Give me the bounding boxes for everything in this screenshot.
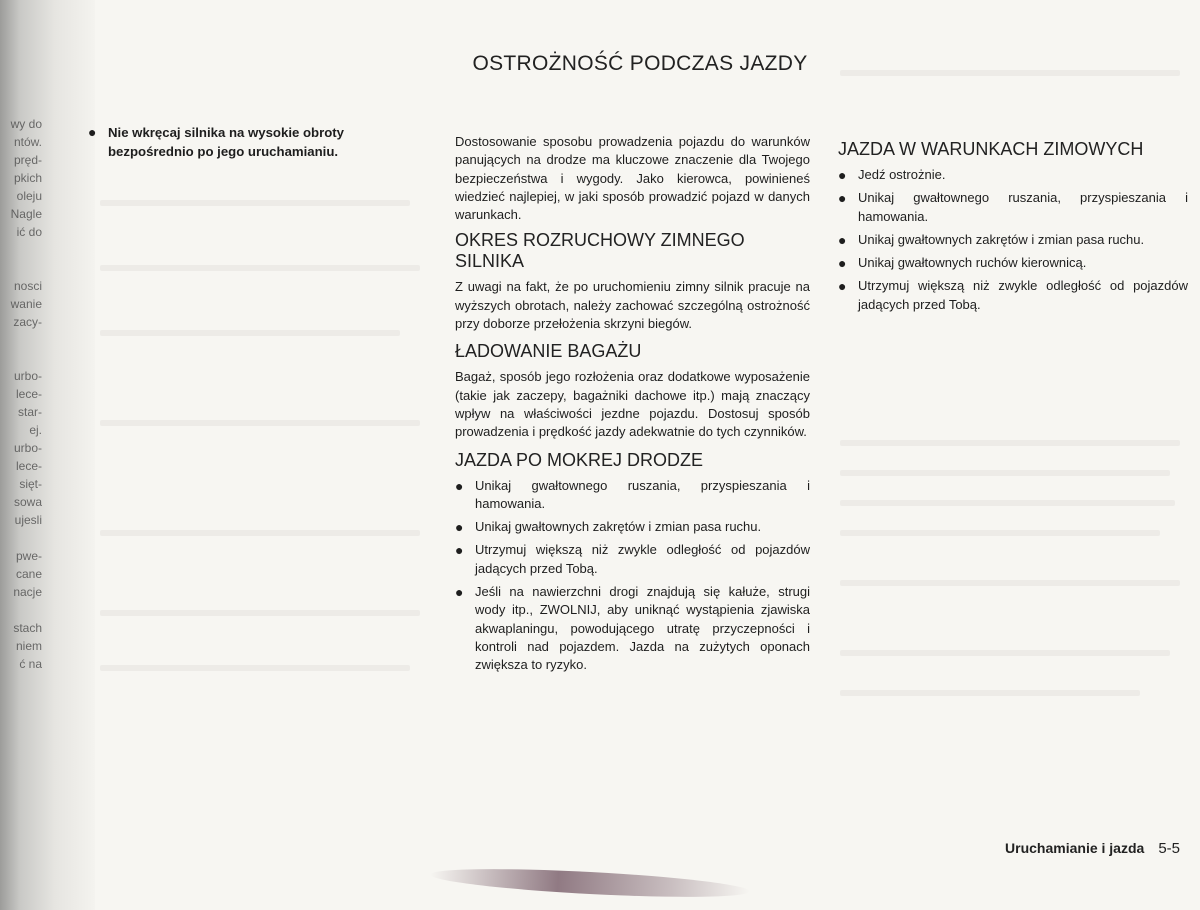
section-heading-loading: ŁADOWANIE BAGAŻU (455, 341, 642, 362)
show-through-line (100, 420, 420, 426)
bleed-line: lece- (15, 459, 42, 473)
bleed-line: stach (13, 621, 42, 635)
bleed-line (0, 241, 42, 259)
bleed-line: sięt- (19, 477, 42, 491)
bleed-line: oleju (16, 189, 42, 203)
bullet-icon: ● (838, 255, 847, 272)
show-through-line (840, 440, 1180, 446)
cold-engine-paragraph: Z uwagi na fakt, że po uruchomieniu zimny silnik pracuje na wyższych obrotach, należy zachować szczególną ostrożność przy doborze przełożenia skrzyni biegów. (455, 279, 810, 332)
list-item: ● Unikaj gwałtownych zakrętów i zmian pasa ruchu. (455, 519, 762, 536)
bleed-line: sowa (13, 495, 42, 509)
bullet-icon: ● (455, 584, 464, 601)
winter-list (838, 166, 1188, 314)
section-heading-cold-engine: OKRES ROZRUCHOWY ZIMNEGO SILNIKA (455, 230, 745, 272)
bleed-line: ej. (29, 423, 42, 437)
right-column (838, 139, 1188, 314)
bleed-line: wanie (10, 297, 42, 311)
show-through-line (840, 650, 1170, 656)
bleed-line: lece- (15, 387, 42, 401)
bleed-line: pwe- (15, 549, 42, 563)
list-item: ● Jeśli na nawierzchni drogi znajdują się kałuże, strugi wody itp., ZWOLNIJ, aby uniknąć wystąpienia zjawiska akwaplaningu, powodującego utratę przyczepności i kontroli nad pojazdem. Jazda na zużytych oponach zwiększa to ryzyko. (455, 583, 810, 674)
bleed-line: cane (15, 567, 42, 581)
middle-column (455, 133, 810, 675)
bullet-icon: ● (838, 231, 847, 248)
show-through-line (840, 690, 1140, 696)
list-item: ● Jedź ostrożnie. (838, 167, 946, 183)
show-through-line (840, 470, 1170, 476)
bullet-icon: ● (455, 519, 464, 536)
wet-road-list (455, 477, 810, 675)
list-item: ● Unikaj gwałtownych ruchów kierownicą. (838, 255, 1087, 272)
bullet-icon: ● (455, 477, 464, 494)
bleed-line: zacy- (13, 315, 42, 329)
show-through-line (100, 610, 420, 616)
bullet-icon: ● (88, 124, 97, 140)
bullet-icon: ● (838, 167, 847, 183)
show-through-line (840, 500, 1175, 506)
bleed-line: ntów. (13, 135, 42, 149)
bleed-line: niem (15, 639, 42, 653)
bleed-line: nosci (13, 279, 42, 293)
loading-paragraph: Bagaż, sposób jego rozłożenia oraz dodatkowe wyposażenie (takie jak zaczepy, bagażniki dachowe itp.) mają znaczący wpływ na właściwości jezdne pojazdu. Dostosuj sposób prowadzenia i prędkość jazdy adekwatnie do tych czynników. (455, 369, 810, 440)
bleed-line (0, 601, 42, 619)
bleed-line: urbo- (13, 369, 42, 383)
show-through-line (840, 580, 1180, 586)
bleed-line (0, 259, 42, 277)
list-item: ● Utrzymuj większą niż zwykle odległość od pojazdów jadących przed Tobą. (838, 277, 1188, 314)
page-footer (1005, 840, 1180, 857)
bleed-line: pkich (13, 171, 42, 185)
show-through-line (840, 530, 1160, 536)
left-column (88, 123, 433, 161)
bleed-line (0, 331, 42, 349)
bleed-line: ujesli (14, 513, 42, 527)
bullet-icon: ● (838, 278, 847, 295)
warning-item (88, 123, 433, 161)
warning-text: Nie wkręcaj silnika na wysokie obroty bezpośrednio po jego uruchamianiu. (108, 125, 345, 159)
bleed-line: ić do (16, 225, 42, 239)
facing-page-bleed-text (0, 115, 42, 673)
show-through-line (100, 265, 420, 271)
show-through-line (100, 665, 410, 671)
list-item: ● Unikaj gwałtownego ruszania, przyspieszania i hamowania. (455, 477, 810, 514)
bullet-icon: ● (455, 542, 464, 559)
show-through-line (100, 330, 400, 336)
list-item: ● Utrzymuj większą niż zwykle odległość od pojazdów jadących przed Tobą. (455, 541, 810, 578)
bleed-line: pręd- (13, 153, 42, 167)
page-number: 5-5 (1158, 840, 1180, 857)
bleed-line (0, 529, 42, 547)
list-item: ● Unikaj gwałtownych zakrętów i zmian pasa ruchu. (838, 231, 1145, 248)
section-heading-winter: JAZDA W WARUNKACH ZIMOWYCH (838, 139, 1144, 159)
section-heading-wet-road: JAZDA PO MOKREJ DRODZE (455, 449, 704, 470)
bullet-icon: ● (838, 190, 847, 207)
intro-paragraph: Dostosowanie sposobu prowadzenia pojazdu do warunków panujących na drodze ma kluczowe znaczenie dla Twojego bezpieczeństwa i wygody. Jako kierowca, powinieneś wiedzieć najlepiej, w jaki sposób prowadzić pojazd w danych warunkach. (455, 134, 810, 223)
bleed-line: urbo- (13, 441, 42, 455)
page-title: OSTROŻNOŚĆ PODCZAS JAZDY (472, 52, 808, 75)
show-through-line (100, 530, 420, 536)
list-item: ● Unikaj gwałtownego ruszania, przyspieszania i hamowania. (838, 189, 1188, 226)
bleed-line: ć na (19, 657, 42, 671)
footer-section-title: Uruchamianie i jazda (1005, 840, 1145, 856)
bleed-line: Nagle (10, 207, 42, 221)
bleed-line: nacje (13, 585, 42, 599)
bleed-line: star- (18, 405, 42, 419)
bleed-line: wy do (10, 117, 42, 131)
show-through-line (100, 200, 410, 206)
bleed-line (0, 349, 42, 367)
scan-smudge (430, 864, 751, 903)
